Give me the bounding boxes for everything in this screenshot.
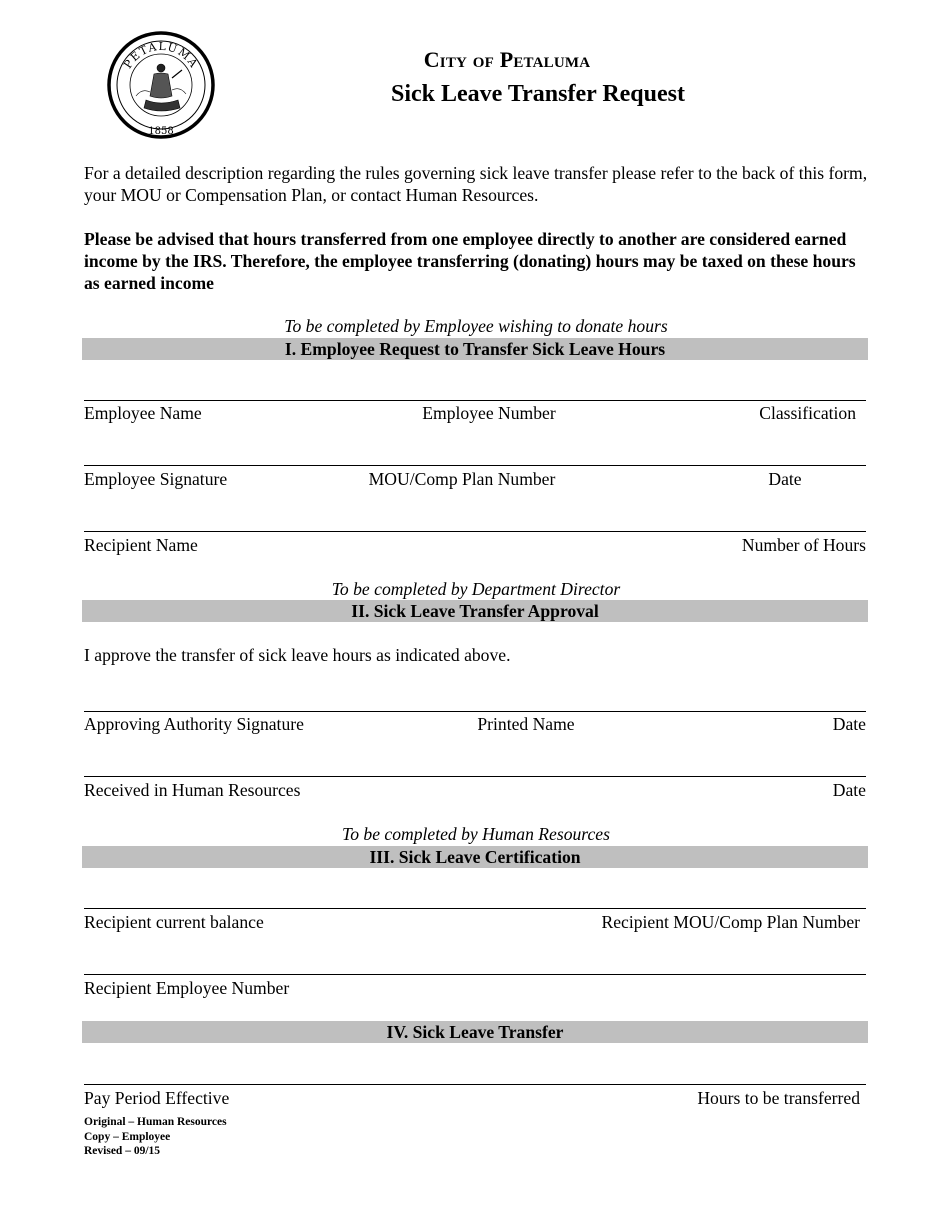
footer-distribution [84,1115,227,1159]
tax-notice: Please be advised that hours transferred from one employee directly to another are considered earned income by the IRS. Therefore, the employee transferring (donating) hours may be taxed on these hours as earned income [84,229,856,293]
section2-note: To be completed by Department Director [331,579,621,599]
seal-year: 1858 [148,126,174,137]
printed-name-label: Printed Name [477,714,575,734]
date-label: Date [768,469,802,489]
recipient-employee-number-label: Recipient Employee Number [84,978,290,998]
employee-signature-line[interactable] [84,465,866,466]
mou-comp-plan-number-label: MOU/Comp Plan Number [368,469,556,489]
recipient-mou-comp-plan-label: Recipient MOU/Comp Plan Number [601,912,860,932]
pay-period-effective-label: Pay Period Effective [84,1088,230,1108]
seal-top-text: PETALUMA [121,39,201,71]
received-hr-line[interactable] [84,776,866,777]
recipient-line[interactable] [84,531,866,532]
recipient-balance-line[interactable] [84,908,866,909]
footer-revised: Revised – 09/15 [84,1145,161,1157]
approving-authority-line[interactable] [84,711,866,712]
intro-description: For a detailed description regarding the rules governing sick leave transfer please refer to the back of this form, your MOU or Compensation Plan, or contact Human Resources. [84,163,868,205]
section2-header: II. Sick Leave Transfer Approval [82,600,868,622]
organization-name: City of Petaluma [423,47,591,72]
classification-label: Classification [759,403,856,423]
recipient-name-label: Recipient Name [84,535,198,555]
section4-header: IV. Sick Leave Transfer [82,1021,868,1043]
employee-signature-label: Employee Signature [84,469,228,489]
number-of-hours-label: Number of Hours [741,535,866,555]
footer-original: Original – Human Resources [84,1116,227,1128]
footer-copy: Copy – Employee [84,1130,171,1143]
approval-date-label: Date [832,714,866,734]
recipient-current-balance-label: Recipient current balance [84,912,264,932]
received-in-hr-label: Received in Human Resources [84,780,301,800]
section1-note: To be completed by Employee wishing to donate hours [284,316,668,336]
employee-info-line[interactable] [84,400,866,401]
pay-period-line[interactable] [84,1084,866,1085]
section3-note: To be completed by Human Resources [342,824,610,844]
section1-header: I. Employee Request to Transfer Sick Leave Hours [82,338,868,360]
received-date-label: Date [832,780,866,800]
approval-statement: I approve the transfer of sick leave hours as indicated above. [84,645,511,665]
form-title: Sick Leave Transfer Request [391,81,685,107]
hours-to-be-transferred-label: Hours to be transferred [697,1088,860,1108]
recipient-employee-number-line[interactable] [84,974,866,975]
employee-name-label: Employee Name [84,403,202,423]
employee-number-label: Employee Number [422,403,556,423]
approving-authority-signature-label: Approving Authority Signature [84,714,304,734]
section3-header: III. Sick Leave Certification [82,846,868,868]
